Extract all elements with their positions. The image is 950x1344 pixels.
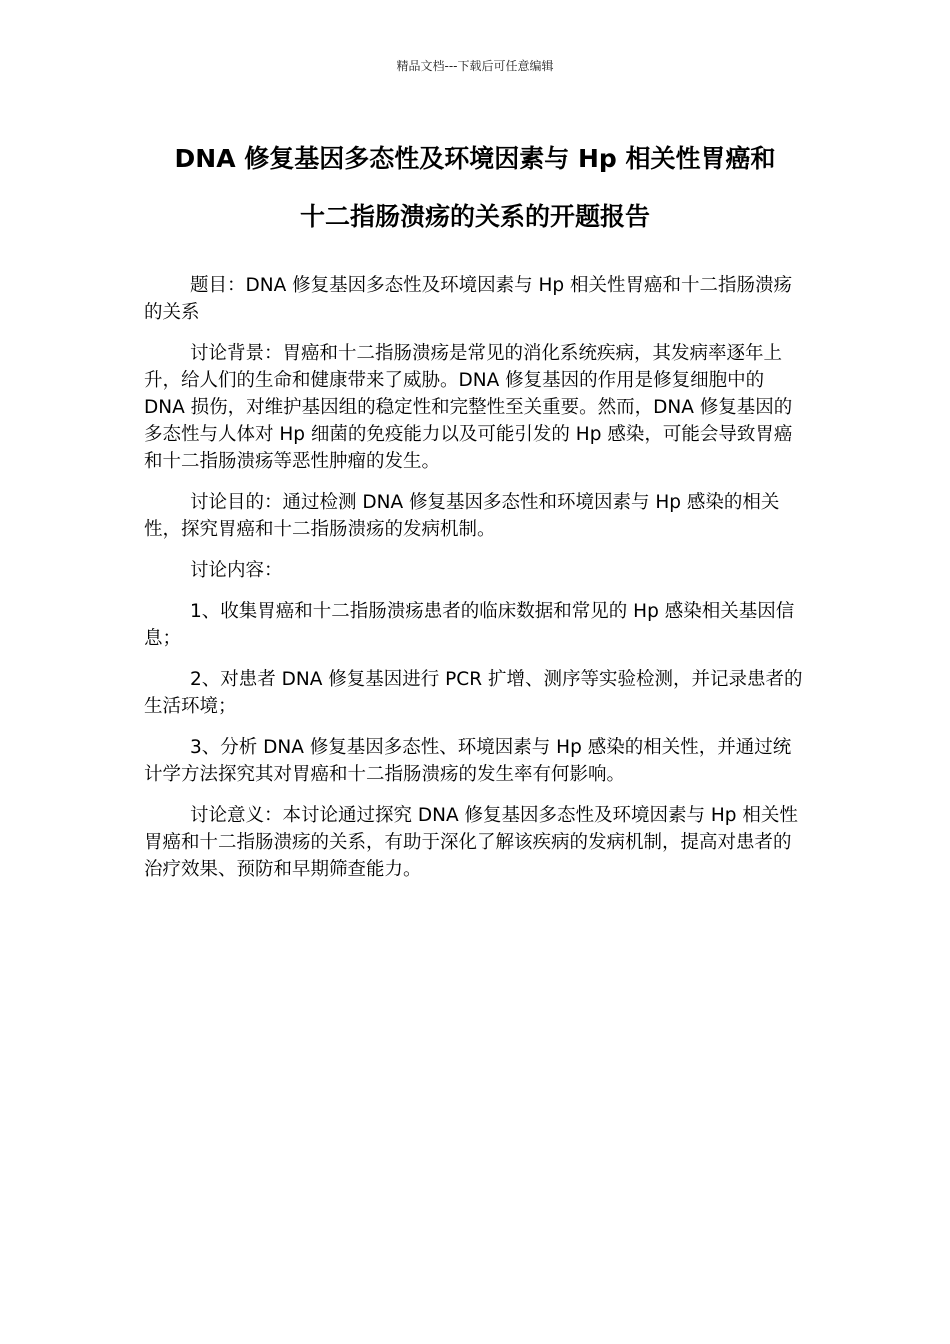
paragraph-purpose: 讨论目的：通过检测 DNA 修复基因多态性和环境因素与 Hp 感染的相关性，探究胃癌和十二指肠溃疡的发病机制。 — [144, 492, 780, 540]
paragraph-content-item-1: 1、收集胃癌和十二指肠溃疡患者的临床数据和常见的 Hp 感染相关基因信息； — [144, 601, 795, 649]
paragraph-content-heading: 讨论内容： — [190, 560, 283, 581]
title-line-2: 十二指肠溃疡的关系的开题报告 — [299, 202, 650, 231]
paragraph-significance: 讨论意义：本讨论通过探究 DNA 修复基因多态性及环境因素与 Hp 相关性胃癌和十二指肠溃疡的关系，有助于深化了解该疾病的发病机制，提高对患者的治疗效果、预防和早期筛查能力。 — [144, 805, 798, 880]
title-line-1: DNA 修复基因多态性及环境因素与 Hp 相关性胃癌和 — [174, 144, 776, 173]
paragraph-topic: 题目：DNA 修复基因多态性及环境因素与 Hp 相关性胃癌和十二指肠溃疡的关系 — [144, 275, 793, 323]
paragraph-content-item-2: 2、对患者 DNA 修复基因进行 PCR 扩增、测序等实验检测，并记录患者的生活环境； — [144, 669, 803, 717]
page-header: 精品文档---下载后可任意编辑 — [396, 59, 554, 73]
paragraph-background: 讨论背景：胃癌和十二指肠溃疡是常见的消化系统疾病，其发病率逐年上升，给人们的生命和健康带来了威胁。DNA 修复基因的作用是修复细胞中的 DNA 损伤，对维护基因组的稳定性和完整性至关重要。然而，DNA 修复基因的多态性与人体对 Hp 细菌的免疫能力以及可能引发的 Hp 感染，可能会导致胃癌和十二指肠溃疡等恶性肿瘤的发生。 — [144, 343, 793, 472]
document-title — [110, 130, 840, 246]
document-body — [144, 272, 808, 897]
paragraph-content-item-3: 3、分析 DNA 修复基因多态性、环境因素与 Hp 感染的相关性，并通过统计学方法探究其对胃癌和十二指肠溃疡的发生率有何影响。 — [144, 737, 792, 785]
